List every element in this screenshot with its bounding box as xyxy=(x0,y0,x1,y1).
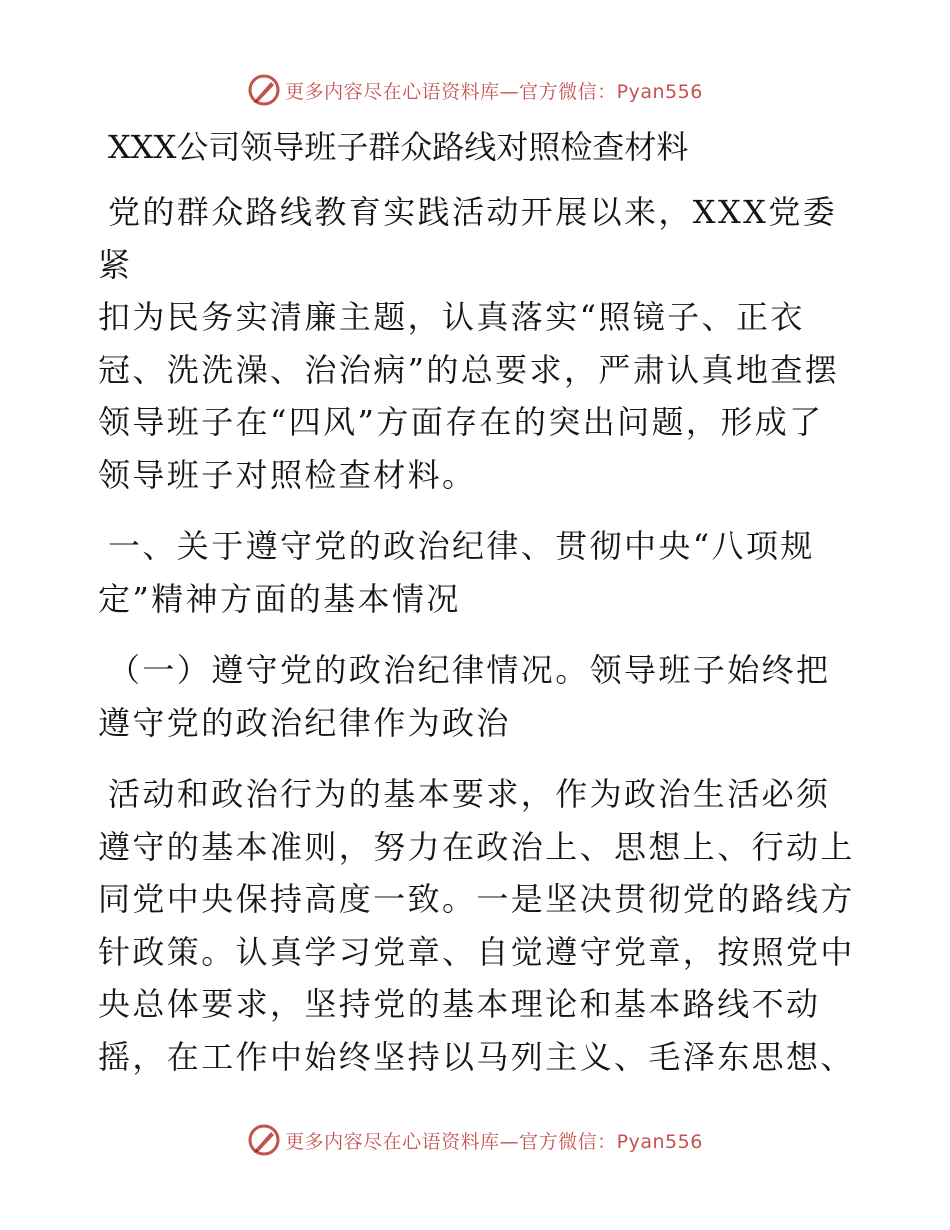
paragraph-body: 活动和政治行为的基本要求，作为政治生活必须 遵守的基本准则，努力在政治上、思想上、行动上 同党中央保持高度一致。一是坚决贯彻党的路线方 针政策。认真学习党章、自觉遵守党章，按照党中 央总体要求，坚持党的基本理论和基本路线不动 摇，在工作中始终坚持以马列主义、毛泽东思想、 xyxy=(98,775,855,1076)
header-watermark xyxy=(0,70,950,110)
watermark-text: 更多内容尽在心语资料库—官方微信：Pyan556 xyxy=(285,1130,703,1153)
section-heading-1: 一、关于遵守党的政治纪律、贯彻中央“八项规 定”精神方面的基本情况 xyxy=(98,527,815,618)
watermark-group xyxy=(247,73,703,107)
subsection-heading-1: （一）遵守党的政治纪律情况。领导班子始终把 遵守党的政治纪律作为政治 xyxy=(98,651,831,742)
footer-watermark xyxy=(0,1120,950,1160)
pen-logo-icon xyxy=(247,1123,281,1157)
watermark-group xyxy=(247,1123,703,1157)
pen-logo-icon xyxy=(247,73,281,107)
paragraph-intro: 党的群众路线教育实践活动开展以来，XXX党委紧 扣为民务实清廉主题，认真落实“照镜子、正衣 冠、洗洗澡、治治病”的总要求，严肃认真地查摆 领导班子在“四风”方面存在的突出问题，形成了 领导班子对照检查材料。 xyxy=(98,193,840,494)
watermark-text: 更多内容尽在心语资料库—官方微信：Pyan556 xyxy=(285,80,703,103)
document-title: XXX公司领导班子群众路线对照检查材料 xyxy=(108,128,689,166)
document-body xyxy=(98,122,858,1102)
